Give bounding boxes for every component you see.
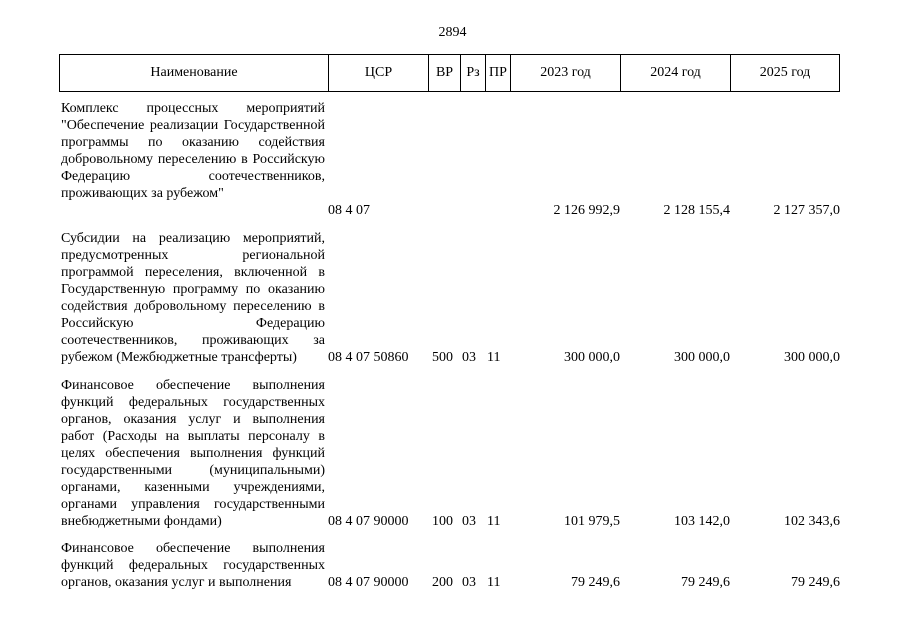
table-row	[0, 540, 905, 591]
header-vr: ВР	[428, 55, 460, 91]
row-vr: 500	[432, 350, 453, 365]
row-2024: 300 000,0	[674, 350, 730, 365]
header-2024: 2024 год	[620, 55, 730, 91]
row-vr: 100	[432, 514, 453, 529]
row-csr: 08 4 07 90000	[328, 514, 409, 529]
row-pr: 11	[487, 350, 501, 365]
row-vr: 200	[432, 575, 453, 590]
row-rz: 03	[462, 575, 476, 590]
page-number: 2894	[438, 25, 467, 40]
row-csr: 08 4 07 50860	[328, 350, 409, 365]
row-2024: 79 249,6	[681, 575, 730, 590]
row-pr: 11	[487, 514, 501, 529]
row-2023: 101 979,5	[564, 514, 620, 529]
row-rz: 03	[462, 514, 476, 529]
header-pr: ПР	[485, 55, 510, 91]
row-2023: 2 126 992,9	[553, 203, 620, 218]
row-2025: 2 127 357,0	[773, 203, 840, 218]
header-csr: ЦСР	[328, 55, 428, 91]
header-2025: 2025 год	[730, 55, 839, 91]
row-name: Субсидии на реализацию мероприятий, предусмотренных региональной программой переселения, включенной в Государственную программу по оказанию содействия добровольному переселению в Российскую Федерацию соотечественников, проживающих за рубежом (Межбюджетные трансферты)	[61, 231, 325, 365]
row-name: Финансовое обеспечение выполнения функций федеральных государственных органов, оказания услуг и выполнения работ (Расходы на выплаты персоналу в целях обеспечения выполнения функций государственными (муниципальными) органами, казенными учреждениями, органами управления государственными внебюджетными фондами)	[61, 378, 325, 529]
row-2025: 102 343,6	[784, 514, 840, 529]
row-2024: 103 142,0	[674, 514, 730, 529]
row-2025: 79 249,6	[791, 575, 840, 590]
table-header	[59, 54, 840, 92]
row-2024: 2 128 155,4	[663, 203, 730, 218]
header-2023: 2023 год	[510, 55, 620, 91]
row-csr: 08 4 07 90000	[328, 575, 409, 590]
row-name: Финансовое обеспечение выполнения функций федеральных государственных органов, оказания услуг и выполнения	[61, 541, 325, 590]
row-name: Комплекс процессных мероприятий "Обеспечение реализации Государственной программы по оказанию содействия добровольному переселению в Российскую Федерацию соотечественников, проживающих за рубежом"	[61, 101, 325, 201]
table-row	[0, 377, 905, 530]
row-pr: 11	[487, 575, 501, 590]
row-rz: 03	[462, 350, 476, 365]
table-row	[0, 230, 905, 366]
header-rz: Рз	[460, 55, 485, 91]
table-row	[0, 100, 905, 219]
row-2025: 300 000,0	[784, 350, 840, 365]
header-name: Наименование	[150, 65, 238, 80]
row-2023: 300 000,0	[564, 350, 620, 365]
row-csr: 08 4 07	[328, 203, 370, 218]
row-2023: 79 249,6	[571, 575, 620, 590]
